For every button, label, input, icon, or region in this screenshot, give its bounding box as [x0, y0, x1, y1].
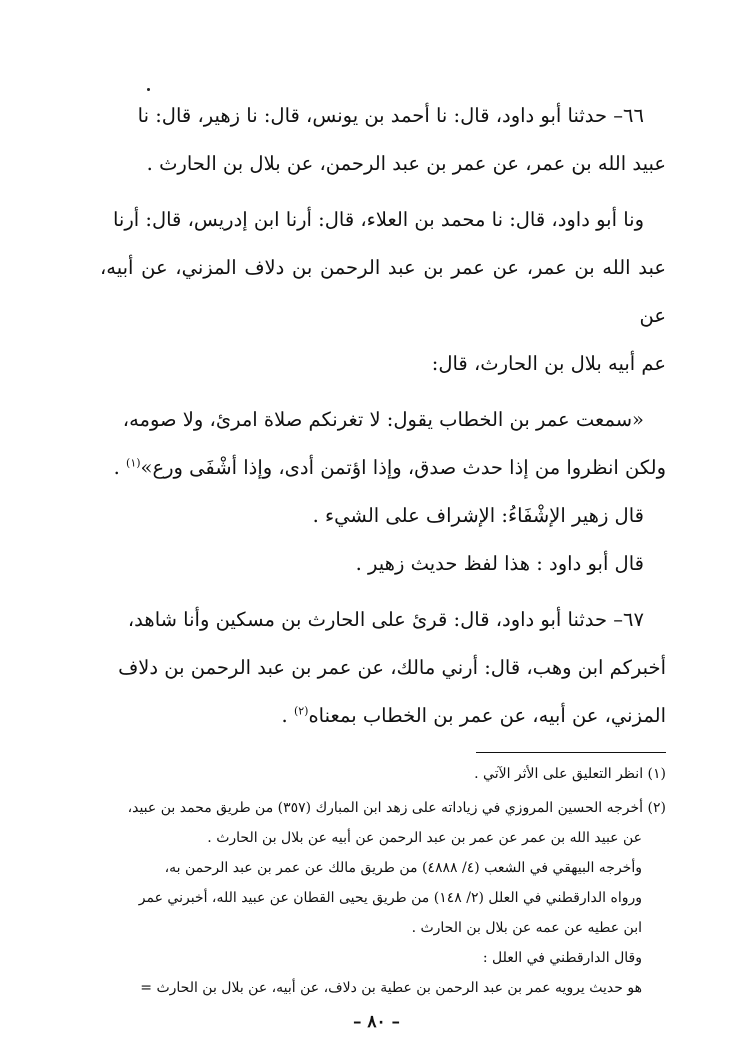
footnotes	[100, 759, 666, 1003]
footnote-2-line-4: ورواه الدارقطني في العلل (٢/ ١٤٨) من طريق يحيى القطان عن عبيد الله، أخبرني عمر	[138, 890, 642, 906]
footnote-ref-1[interactable]: (١)	[126, 456, 141, 470]
chain-2-line-2: عبد الله بن عمر، عن عمر بن عبد الرحمن بن دلاف المزني، عن أبيه، عن	[100, 256, 666, 327]
quote-line-2-end: .	[113, 456, 127, 479]
footnote-1: (١) انظر التعليق على الأثر الآتي .	[474, 766, 666, 782]
footnote-2-line-7: هو حديث يرويه عمر بن عبد الرحمن بن عطية بن دلاف، عن أبيه، عن بلال بن الحارث =	[140, 980, 642, 996]
quote-line-2-text: ولكن انظروا من إذا حدث صدق، وإذا اؤتمن أدى، وإذا أشْفَى ورع»	[140, 456, 666, 479]
zuhair-note: قال زهير الإشْفَاءُ: الإشراف على الشيء .	[312, 504, 644, 527]
hadith-66-line-1: ٦٦– حدثنا أبو داود، قال: نا أحمد بن يونس، قال: نا زهير، قال: نا	[137, 104, 644, 127]
footnote-2-line-3: وأخرجه البيهقي في الشعب (٤/ ٤٨٨٨) من طريق مالك عن عمر بن عبد الرحمن به،	[164, 860, 642, 876]
chain-2-line-3: عم أبيه بلال بن الحارث، قال:	[431, 352, 666, 375]
hadith-67-line-3	[100, 692, 666, 740]
abu-dawud-note: قال أبو داود : هذا لفظ حديث زهير .	[355, 552, 644, 575]
footnote-2-line-1: (٢) أخرجه الحسين المروزي في زياداته على زهد ابن المبارك (٣٥٧) من طريق محمد بن عبيد،	[127, 800, 666, 816]
footnote-ref-2[interactable]: (٢)	[293, 704, 309, 718]
ink-dot	[147, 88, 150, 91]
footnote-2-line-5: ابن عطيه عن عمه عن بلال بن الحارث .	[411, 920, 642, 936]
hadith-66-line-2: عبيد الله بن عمر، عن عمر بن عبد الرحمن، عن بلال بن الحارث .	[146, 152, 666, 175]
chain-2-line-1: ونا أبو داود، قال: نا محمد بن العلاء، قال: أرنا ابن إدريس، قال: أرنا	[112, 208, 644, 231]
hadith-67-line-3-text: المزني، عن أبيه، عن عمر بن الخطاب بمعناه	[308, 704, 666, 727]
page-body	[100, 92, 666, 1003]
footnote-2-line-6: وقال الدارقطني في العلل :	[482, 950, 642, 966]
quote-line-2	[100, 444, 666, 492]
quote-line-1: «سمعت عمر بن الخطاب يقول: لا تغرنكم صلاة امرئ، ولا صومه،	[122, 408, 644, 431]
hadith-67-line-1: ٦٧– حدثنا أبو داود، قال: قرئ على الحارث بن مسكين وأنا شاهد،	[127, 608, 644, 631]
hadith-67-line-3-end: .	[281, 704, 294, 727]
footnote-divider	[476, 752, 666, 753]
page-number: – ٨٠ –	[352, 1012, 401, 1032]
hadith-67-line-2: أخبركم ابن وهب، قال: أرني مالك، عن عمر بن عبد الرحمن بن دلاف	[118, 656, 666, 679]
main-text	[100, 92, 666, 740]
footnote-2-line-2: عن عبيد الله بن عمر عن عمر بن عبد الرحمن عن أبيه عن بلال بن الحارث .	[207, 830, 642, 846]
